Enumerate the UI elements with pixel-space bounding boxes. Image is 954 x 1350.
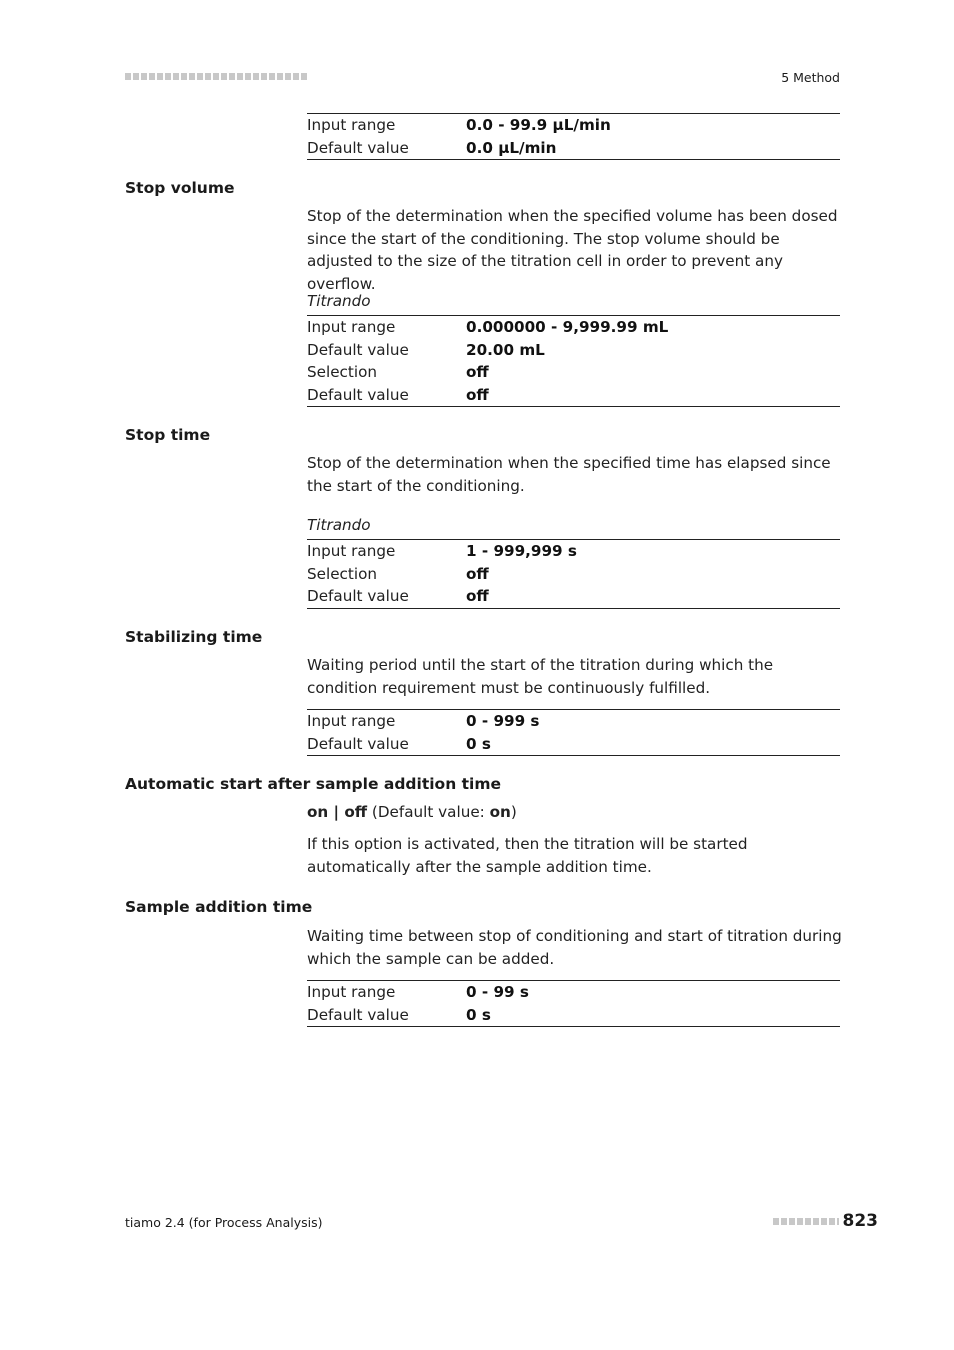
auto-start-default-prefix: (Default value:: [367, 803, 490, 821]
table-row: [307, 316, 840, 339]
table-row: [307, 361, 840, 384]
stop-time-description: Stop of the determination when the specified time has elapsed since the start of the conditioning.: [307, 454, 831, 495]
spec-label: Selection: [307, 363, 377, 381]
table-row: [307, 563, 840, 586]
header-decoration: [125, 73, 307, 80]
auto-start-default-suffix: ): [510, 803, 517, 821]
spec-value: off: [466, 587, 489, 605]
table-row: [307, 540, 840, 563]
table-row: [307, 114, 840, 137]
spec-value: off: [466, 385, 489, 404]
table-row: [307, 733, 840, 756]
sample-addition-time-table: [307, 980, 840, 1027]
spec-value: 0 s: [466, 1005, 491, 1024]
spec-label: Selection: [307, 564, 377, 583]
sample-addition-time-description: Waiting time between stop of conditioning and start of titration during which the sample can be added.: [307, 927, 842, 968]
auto-start-options: on | off: [307, 803, 368, 821]
chapter-title: 5 Method: [781, 70, 840, 85]
spec-value: 0 - 999 s: [466, 712, 540, 730]
table-row: [307, 137, 840, 160]
table-row: [307, 1004, 840, 1027]
footer-decoration: [773, 1218, 839, 1225]
auto-start-description: If this option is activated, then the titration will be started automatically after the sample addition time.: [307, 835, 748, 876]
spec-label: Default value: [307, 385, 409, 404]
table-row: [307, 981, 840, 1004]
table-row: [307, 585, 840, 608]
section-heading-stabilizing-time: Stabilizing time: [125, 628, 263, 646]
spec-label: Default value: [307, 1005, 409, 1024]
page-number: 823: [842, 1211, 878, 1231]
spec-label: Input range: [307, 542, 396, 560]
stabilizing-time-table: [307, 709, 840, 756]
spec-value: 20.00 mL: [466, 340, 545, 359]
spec-label: Default value: [307, 340, 409, 359]
spec-label: Input range: [307, 712, 396, 730]
spec-value: 0.000000 - 9,999.99 mL: [466, 318, 669, 336]
stop-time-caption: Titrando: [307, 516, 371, 534]
stop-volume-table: [307, 315, 840, 407]
spec-value: 0.0 - 99.9 µL/min: [466, 116, 611, 134]
stabilizing-time-description: Waiting period until the start of the titration during which the condition requirement must be continuously fulfilled.: [307, 656, 774, 697]
table-row: [307, 710, 840, 733]
top-spec-table: [307, 113, 840, 160]
spec-value: 0 - 99 s: [466, 983, 529, 1001]
spec-label: Input range: [307, 116, 396, 134]
spec-label: Input range: [307, 983, 396, 1001]
footer-product-name: tiamo 2.4 (for Process Analysis): [125, 1215, 323, 1230]
spec-label: Input range: [307, 318, 396, 336]
stop-volume-caption: Titrando: [307, 292, 371, 310]
section-heading-sample-addition-time: Sample addition time: [125, 898, 313, 916]
table-row: [307, 339, 840, 362]
spec-label: Default value: [307, 587, 409, 605]
spec-value: off: [466, 363, 489, 381]
spec-value: 0 s: [466, 734, 491, 753]
auto-start-default-value: on: [489, 803, 511, 821]
auto-start-options-line: [307, 801, 842, 824]
spec-value: 0.0 µL/min: [466, 138, 557, 157]
spec-label: Default value: [307, 138, 409, 157]
stop-time-table: [307, 539, 840, 609]
spec-value: off: [466, 564, 489, 583]
spec-label: Default value: [307, 734, 409, 753]
section-heading-stop-volume: Stop volume: [125, 179, 235, 197]
table-row: [307, 384, 840, 407]
section-heading-stop-time: Stop time: [125, 426, 211, 444]
section-heading-auto-start: Automatic start after sample addition time: [125, 775, 502, 793]
spec-value: 1 - 999,999 s: [466, 542, 577, 560]
stop-volume-description: Stop of the determination when the specified volume has been dosed since the start of the conditioning. The stop volume should be adjusted to the size of the titration cell in order to prevent any overflow.: [307, 207, 838, 293]
